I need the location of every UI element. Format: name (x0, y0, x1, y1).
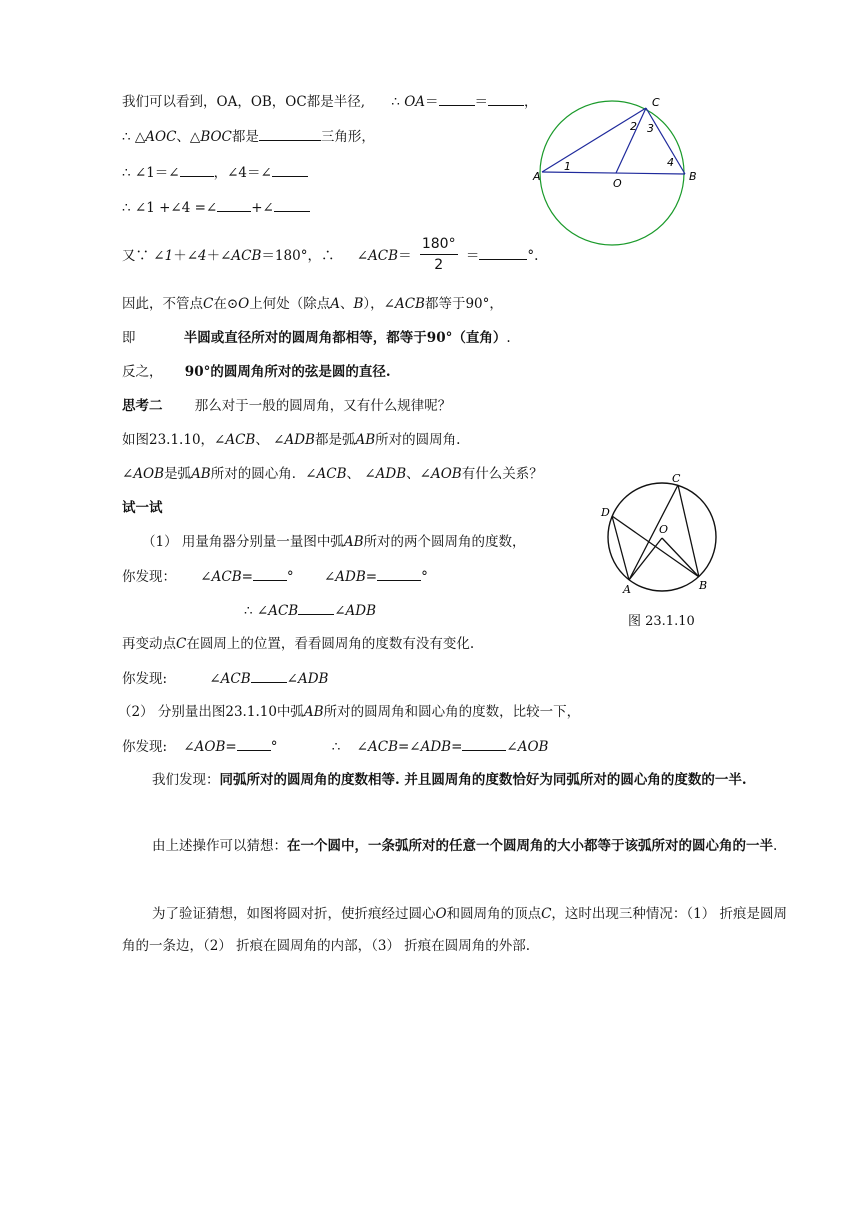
text: AB (355, 432, 376, 448)
text: 、∠ (406, 466, 431, 482)
label-o: O (659, 523, 669, 536)
blank-9[interactable] (253, 566, 287, 581)
text: . (773, 838, 778, 854)
blank-1[interactable] (439, 91, 475, 106)
text: ∠ (334, 603, 346, 619)
text: ACB (211, 569, 242, 585)
text: ACB (316, 466, 347, 482)
circle-outline (608, 483, 716, 591)
blank-2[interactable] (488, 91, 524, 106)
text: ＝ (465, 248, 480, 264)
radius-ob (662, 538, 699, 577)
text: 所对的圆周角和圆心角的度数，比较一下， (323, 704, 581, 720)
text: 为了验证猜想，如图将圆对折，使折痕经过圆心 (152, 906, 436, 922)
line-move-c (122, 634, 474, 654)
heading-try: 试一试 (122, 500, 163, 516)
text: ∠ (200, 569, 212, 585)
text: ∠ (209, 671, 221, 687)
text: = (241, 569, 253, 585)
text: ° (421, 569, 428, 585)
converse-text: 90°的圆周角所对的弦是圆的直径. (184, 364, 391, 380)
text: ADB (335, 569, 366, 585)
text: ∴ (391, 94, 400, 110)
line-angle-equal (122, 162, 308, 183)
text: ° (270, 739, 278, 755)
blank-8[interactable] (479, 245, 527, 260)
text: ，∠4＝∠ (213, 165, 272, 181)
text: （2） 分别量出图23.1.10中弧 (118, 704, 304, 720)
text: ADB (297, 671, 329, 687)
text: ACB (268, 603, 299, 619)
line-conclusion (122, 294, 503, 314)
text: 即 (122, 330, 136, 346)
text: O (435, 906, 447, 922)
text: 再变动点 (122, 636, 176, 652)
label-o: O (613, 177, 622, 190)
figure-semicircle (528, 92, 698, 252)
line-fraction (122, 236, 538, 277)
text: 都是 (231, 129, 259, 145)
line-find-1 (122, 566, 428, 587)
paragraph-conjecture (122, 830, 790, 862)
text: ∠ (356, 739, 368, 755)
label-b: B (699, 579, 708, 592)
text: 和圆周角的顶点 (446, 906, 542, 922)
label-d: D (601, 506, 610, 519)
text: 都等于90°， (424, 296, 503, 312)
text: 三角形， (320, 129, 375, 145)
text: ＋ (173, 248, 187, 264)
text: ，这时出现三种情况：（1） 折痕是圆周角的一条边，（2） 折痕在圆周角的内部，（3） 折痕在圆周角的外部. (122, 906, 788, 954)
text: 、 ∠ (346, 466, 376, 482)
label-1: 1 (564, 160, 571, 173)
line-find-3 (122, 736, 548, 757)
text: = (225, 739, 237, 755)
label-c: C (672, 472, 681, 485)
text: O (238, 296, 250, 312)
heading-think-two: 思考二 (122, 398, 163, 414)
text: ADB (345, 603, 377, 619)
text: 所对的两个圆周角的度数， (363, 534, 526, 550)
text: ∴ ∠1＝∠ (122, 165, 180, 181)
text: A (330, 296, 340, 312)
text: ACB (394, 296, 425, 312)
text: C (176, 636, 187, 652)
chord-bc (646, 108, 685, 174)
chord-bc (678, 485, 699, 577)
text: 都是弧 (314, 432, 356, 448)
text: ＝ (425, 94, 439, 110)
paragraph-discovery (122, 764, 790, 796)
text: 所对的圆心角．∠ (210, 466, 317, 482)
line-theorem (122, 328, 511, 348)
text: = (365, 569, 378, 585)
text: ∠ (122, 466, 134, 482)
blank-12[interactable] (251, 668, 287, 683)
fraction-numerator: 180° (420, 234, 458, 255)
text: 又∵ (122, 248, 149, 264)
line-figure-ref (122, 430, 460, 450)
line-radius-statement (122, 91, 538, 112)
text: ∴ ∠1 +∠4 =∠ (122, 200, 218, 216)
blank-4[interactable] (180, 162, 214, 177)
text: AOB (194, 739, 226, 755)
text: AB (303, 704, 324, 720)
blank-14[interactable] (462, 736, 506, 751)
text: C (541, 906, 552, 922)
text: AOB (517, 739, 549, 755)
text: 你发现: (122, 739, 168, 755)
figure-23-1-10 (596, 470, 726, 600)
text: ∠1 (153, 248, 174, 264)
line-task-1 (142, 532, 526, 552)
text: 上何处（除点 (249, 296, 331, 312)
text: 所对的圆周角. (375, 432, 461, 448)
text: ∴ (331, 739, 341, 755)
text: °. (527, 248, 539, 264)
text: ACB (220, 671, 251, 687)
blank-6[interactable] (217, 197, 251, 212)
text: OA (404, 94, 426, 110)
line-central-angle (122, 464, 543, 484)
text: 因此，不管点 (122, 296, 203, 312)
text: 是弧 (164, 466, 192, 482)
radius-oa (629, 538, 662, 580)
paragraph-verification (122, 898, 790, 962)
text: AB (191, 466, 211, 482)
blank-13[interactable] (237, 736, 271, 751)
fraction (420, 234, 458, 275)
text: 由上述操作可以猜想： (152, 838, 287, 854)
text: 我们发现： (152, 772, 220, 788)
text: ACB (367, 739, 398, 755)
text: ∠ (323, 569, 336, 585)
text: 在⊙ (213, 296, 239, 312)
line-converse (122, 362, 391, 382)
line-find-2 (122, 668, 328, 689)
blank-3[interactable] (259, 126, 321, 141)
line-therefore-1 (244, 600, 376, 621)
text: 你发现： (122, 569, 176, 585)
label-b: B (689, 170, 697, 183)
text: ， (524, 94, 538, 110)
text: 、△ (176, 129, 201, 145)
text: 、 ∠ (255, 432, 285, 448)
text: =∠ (397, 739, 421, 755)
text: ），∠ (363, 296, 395, 312)
text: 有什么关系？ (461, 466, 543, 482)
text: ＝180°，∴ (261, 248, 335, 264)
blank-11[interactable] (298, 600, 334, 615)
text: 、 (339, 296, 354, 312)
text: ACB (225, 432, 256, 448)
text: ＋∠ (206, 248, 232, 264)
text: 那么对于一般的圆周角，又有什么规律呢？ (194, 398, 452, 414)
label-a: A (623, 583, 631, 596)
text: AB (343, 534, 364, 550)
text: ∴ △ (122, 129, 146, 145)
discovery-text: 同弧所对的圆周角的度数相等. 并且圆周角的度数恰好为同弧所对的圆心角的度数的一半. (219, 772, 747, 788)
conjecture-text: 在一个圆中，一条弧所对的任意一个圆周角的大小都等于该弧所对的圆心角的一半 (287, 838, 773, 854)
text: +∠ (251, 200, 274, 216)
label-4: 4 (667, 156, 674, 169)
text: ∠4 (186, 248, 207, 264)
text: ∠ (286, 671, 298, 687)
text: （1） 用量角器分别量一量图中弧 (142, 534, 344, 550)
text: ACB (368, 248, 399, 264)
text: 如图23.1.10，∠ (122, 432, 226, 448)
text: C (203, 296, 214, 312)
label-c: C (652, 96, 660, 109)
text: ∠ (356, 248, 369, 264)
text: ∠ (183, 739, 195, 755)
text: 反之， (122, 364, 163, 380)
line-angle-sum (122, 197, 310, 218)
text: ADB (420, 739, 452, 755)
label-3: 3 (647, 122, 654, 135)
fraction-denominator: 2 (434, 257, 444, 273)
text: = (451, 739, 463, 755)
line-task-2 (118, 702, 580, 722)
chord-ac (542, 108, 646, 172)
text: 在圆周上的位置，看看圆周角的度数有没有变化. (186, 636, 475, 652)
blank-5[interactable] (272, 162, 308, 177)
text: AOB (430, 466, 462, 482)
text: 我们可以看到，OA，OB，OC都是半径, (122, 94, 365, 110)
label-2: 2 (630, 120, 637, 133)
text: ＝ (398, 248, 412, 264)
blank-7[interactable] (274, 197, 310, 212)
text: 你发现: (122, 671, 168, 687)
text: ∴ ∠ (244, 603, 269, 619)
text: . (506, 330, 511, 346)
text: B (353, 296, 364, 312)
text: AOB (133, 466, 165, 482)
blank-10[interactable] (377, 566, 421, 581)
text: BOC (200, 129, 232, 145)
text: ∠ (506, 739, 518, 755)
line-think-two (122, 396, 451, 416)
text: AOC (145, 129, 177, 145)
text: ADB (375, 466, 407, 482)
text: ＝ (474, 94, 489, 110)
line-isosceles (122, 126, 375, 147)
theorem-text: 半圆或直径所对的圆周角都相等，都等于90°（直角） (183, 330, 507, 346)
text: ° (286, 569, 294, 585)
text: ACB (231, 248, 262, 264)
label-a: A (533, 170, 541, 183)
figure-caption: 图 23.1.10 (628, 614, 695, 629)
text: ADB (284, 432, 315, 448)
